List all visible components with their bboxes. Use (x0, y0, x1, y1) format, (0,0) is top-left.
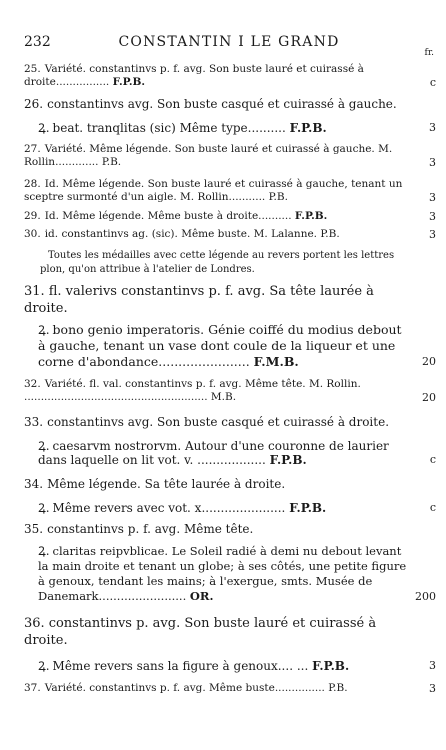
entry-number: 35. (24, 522, 44, 536)
entry-text: constantinvs p. f. avg. Même tête. (47, 522, 254, 536)
size-mark: P.B. (101, 156, 122, 168)
catalog-entry-34-reverse (24, 501, 436, 515)
rarity-value: 20 (422, 391, 436, 404)
entry-number: 36. (24, 616, 45, 631)
size-mark: F.P.B. (312, 659, 350, 673)
rarity-value: 200 (415, 590, 436, 603)
reverse-symbol: Ꝝ. (38, 501, 50, 515)
entry-text: beat. tranqlitas (sic) Même type.......... (52, 121, 286, 135)
rarity-value: 3 (429, 121, 436, 134)
entry-text: fl. valerivs constantinvs p. f. avg. Sa tête laurée à droite. (24, 284, 374, 316)
size-mark: M.B. (210, 391, 237, 403)
entry-text: Même revers avec vot. x...................... (52, 501, 286, 515)
footnote: Toutes les médailles avec cette légende au revers portent les lettres plon, qu'on attribue à l'atelier de Londres. (40, 250, 395, 275)
rarity-value: 3 (429, 659, 436, 672)
size-mark: F.P.B. (289, 501, 327, 515)
size-mark: F.P.B. (289, 121, 327, 135)
reverse-symbol: Ꝝ. (38, 323, 50, 337)
entry-text: Variété. fl. val. constantinvs p. f. avg. Même tête. M. Rollin. ....................................................... (24, 378, 361, 403)
rarity-value: 3 (429, 191, 436, 204)
reverse-symbol: Ꝝ. (38, 439, 50, 453)
entry-text: Même revers sans la figure à genoux.... ... (52, 659, 309, 673)
entry-text: caesarvm nostrorvm. Autour d'une couronne de laurier dans laquelle on lit vot. v. .................. (38, 439, 389, 467)
rarity-value: c (429, 501, 436, 514)
entry-text: constantinvs avg. Son buste casqué et cuirassé à droite. (47, 415, 390, 429)
entry-number: 29. (24, 210, 41, 222)
catalog-entry-34 (24, 477, 436, 491)
reverse-symbol: Ꝝ. (38, 544, 50, 558)
entry-text: id. constantinvs ag. (sic). Même buste. M. Lalanne. (44, 228, 318, 240)
catalog-entry-26-reverse (24, 121, 436, 135)
rarity-value: 20 (422, 355, 436, 368)
catalog-entry-31 (24, 283, 436, 317)
entry-number: 34. (24, 477, 44, 491)
size-mark: F.P.B. (112, 76, 146, 88)
entry-text: Même légende. Sa tête laurée à droite. (47, 477, 286, 491)
catalog-entry-35 (24, 522, 436, 536)
size-mark: F.P.B. (269, 453, 307, 467)
column-heading: fr. (424, 48, 434, 58)
size-mark: F.M.B. (253, 354, 299, 369)
entry-number: 26. (24, 97, 44, 111)
size-mark: F.P.B. (294, 210, 328, 222)
catalog-entry-33 (24, 415, 436, 429)
catalog-entry-33-reverse (24, 439, 436, 467)
entry-text: Id. Même légende. Son buste lauré et cuirassé à gauche, tenant un sceptre surmonté d'un aigle. M. Rollin........... (24, 178, 403, 203)
page-number: 232 (24, 34, 51, 50)
rarity-value: 3 (429, 210, 436, 223)
size-mark: P.B. (320, 228, 340, 240)
catalog-entry-36 (24, 615, 436, 649)
catalog-entry-37 (24, 682, 436, 695)
catalog-entry-27 (24, 143, 436, 169)
catalog-entry-30 (24, 228, 436, 241)
page-header (24, 34, 434, 58)
rarity-value: 3 (429, 682, 436, 695)
entry-text: Id. Même légende. Même buste à droite.......... (44, 210, 292, 222)
entry-number: 37. (24, 682, 41, 694)
entry-text: constantinvs avg. Son buste casqué et cuirassé à gauche. (47, 97, 397, 111)
entry-number: 33. (24, 415, 44, 429)
entry-text: Variété. constantinvs p. f. avg. Son buste lauré et cuirassé à droite................ (24, 63, 364, 88)
reverse-symbol: Ꝝ. (38, 121, 50, 135)
rarity-value: c (429, 76, 436, 89)
entry-number: 31. (24, 284, 45, 299)
entry-number: 32. (24, 378, 41, 390)
rarity-value: 3 (429, 156, 436, 169)
entry-text: bono genio imperatoris. Génie coiffé du modius debout à gauche, tenant un vase dont coule de la liqueur et une corne d'abondance....................... (38, 322, 402, 369)
entry-text: Variété. Même légende. Son buste lauré et cuirassé à gauche. M. Rollin............. (24, 143, 393, 168)
catalog-entry-26 (24, 97, 436, 111)
rarity-value: 3 (429, 228, 436, 241)
reverse-symbol: Ꝝ. (38, 659, 50, 673)
catalog-entry-32 (24, 378, 436, 404)
catalog-entry-25 (24, 63, 436, 89)
entry-number: 28. (24, 178, 41, 190)
entry-number: 25. (24, 63, 41, 75)
entry-text: Variété. constantinvs p. f. avg. Même buste............... (44, 682, 325, 694)
catalog-entry-31-reverse (24, 322, 436, 370)
rarity-value: c (429, 453, 436, 466)
size-mark: P.B. (268, 191, 288, 203)
entry-number: 30. (24, 228, 41, 240)
entry-text: constantinvs p. avg. Son buste lauré et cuirassé à droite. (24, 616, 377, 648)
entry-text: claritas reipvblicae. Le Soleil radié à demi nu debout levant la main droite et tenant un globe; à ses côtés, une petite figure à genoux, tendant les mains; à l'exergue, smts. Musée de Danemark........................ (38, 544, 407, 603)
catalog-entry-29 (24, 210, 436, 223)
running-title: CONSTANTIN I LE GRAND (118, 34, 340, 50)
catalog-entry-36-reverse (24, 659, 436, 673)
size-mark: P.B. (328, 682, 348, 694)
size-mark: OR. (189, 589, 214, 603)
catalog-entry-28 (24, 178, 436, 204)
catalog-entry-35-reverse (24, 544, 436, 604)
entry-number: 27. (24, 143, 41, 155)
